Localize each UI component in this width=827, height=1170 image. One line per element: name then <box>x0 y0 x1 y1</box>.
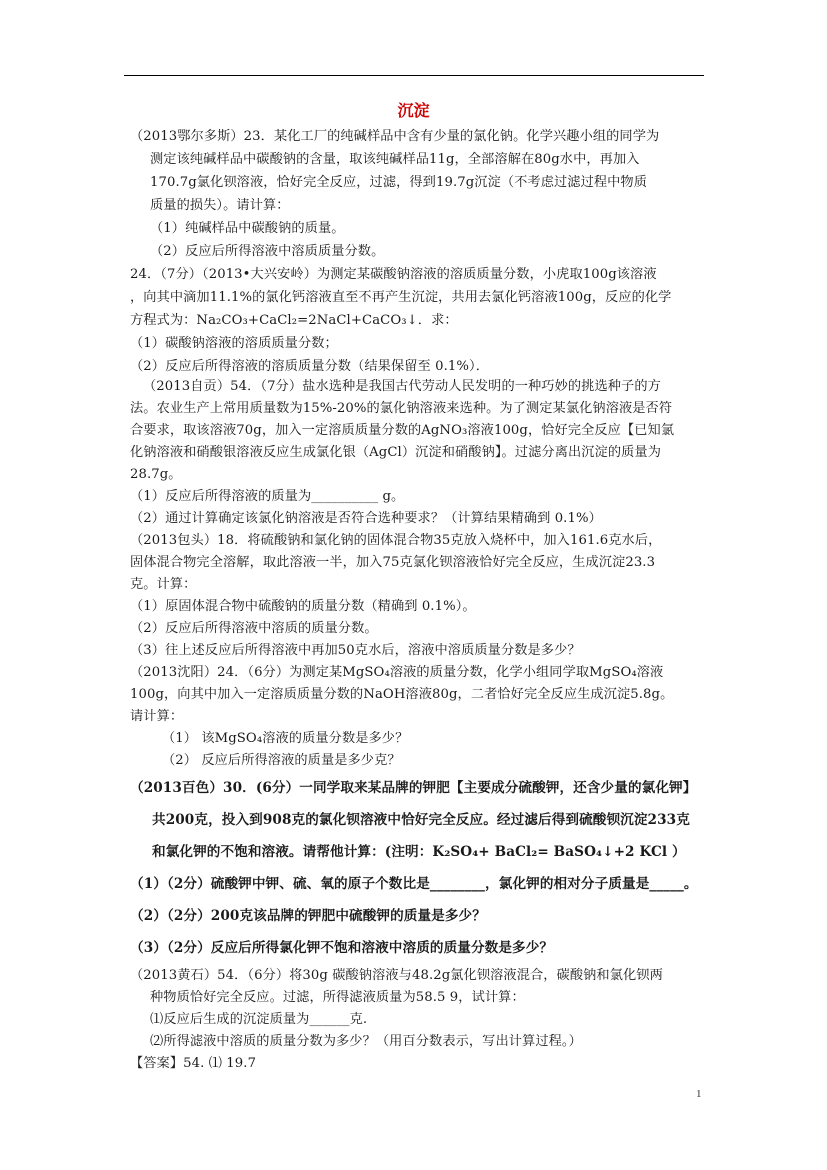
text-line: 化钠溶液和硝酸银溶液反应生成氯化银（AgCl）沉淀和硝酸钠】。过滤分离出沉淀的质量为 <box>130 445 661 460</box>
text-line: 100g，向其中加入一定溶质质量分数的NaOH溶液80g，二者恰好完全反应生成沉淀5.8g。 <box>130 687 674 702</box>
text-line: ⑴反应后生成的沉淀质量为______克. <box>150 1012 368 1027</box>
text-line: 方程式为：Na₂CO₃+CaCl₂=2NaCl+CaCO₃↓．求： <box>130 313 458 328</box>
text-line: （2013包头）18．将硫酸钠和氯化钠的固体混合物35克放入烧杯中，加入161.6克水后， <box>130 533 662 548</box>
text-line-bold: （1）（2分）硫酸钾中钾、硫、氧的原子个数比是________，氯化钾的相对分子质量是_____。 <box>130 876 698 892</box>
text-line: 固体混合物完全溶解，取此溶液一半，加入75克氯化钡溶液恰好完全反应，生成沉淀23.3 <box>130 555 656 570</box>
answer-line: 【答案】54. ⑴ 19.7 <box>130 1056 257 1071</box>
text-line: （1）原固体混合物中硫酸钠的质量分数（精确到 0.1%）。 <box>130 599 476 614</box>
text-line: ，向其中滴加11.1%的氯化钙溶液直至不再产生沉淀，共用去氯化钙溶液100g，反应的化学 <box>130 290 672 305</box>
text-line: 质量的损失）。请计算： <box>150 198 290 213</box>
text-line: 测定该纯碱样品中碳酸钠的含量，取该纯碱样品11g，全部溶解在80g水中，再加入 <box>150 152 640 167</box>
text-line: 28.7g。 <box>130 467 182 482</box>
text-line: （2）反应后所得溶液的溶质质量分数（结果保留至 0.1%）． <box>130 359 489 374</box>
text-line: （1） 该MgSO₄溶液的质量分数是多少？ <box>162 731 409 746</box>
text-line: 合要求，取该溶液70g，加入一定溶质质量分数的AgNO₃溶液100g，恰好完全反应【已知氯 <box>130 423 675 438</box>
text-line: （2013黄石）54．（6分）将30g 碳酸钠溶液与48.2g氯化钡溶液混合，碳酸钠和氯化钡两 <box>130 968 663 983</box>
text-line: （1）纯碱样品中碳酸钠的质量。 <box>150 221 345 236</box>
text-line: ⑵所得滤液中溶质的质量分数为多少？（用百分数表示，写出计算过程。） <box>150 1034 582 1049</box>
text-line: （2）反应后所得溶液中溶质质量分数。 <box>150 244 385 259</box>
text-line: 克。计算： <box>130 577 197 592</box>
text-line: （2013沈阳）24．（6分）为测定某MgSO₄溶液的质量分数，化学小组同学取MgSO₄溶液 <box>130 665 664 680</box>
text-line-bold: （2）（2分）200克该品牌的钾肥中硫酸钾的质量是多少？ <box>130 908 486 924</box>
text-line: 请计算： <box>130 709 184 724</box>
text-line: （3）往上述反应后所得溶液中再加50克水后，溶液中溶质质量分数是多少？ <box>130 643 581 658</box>
text-line: （1）反应后所得溶液的质量为__________ g。 <box>130 489 405 504</box>
page-number: 1 <box>696 1088 702 1100</box>
text-line: 170.7g氯化钡溶液，恰好完全反应，过滤，得到19.7g沉淀（不考虑过滤过程中物质 <box>150 175 648 190</box>
header-rule <box>124 75 704 76</box>
text-line: 法。农业生产上常用质量数为15%-20%的氯化钠溶液来选种。为了测定某氯化钠溶液是否符 <box>130 401 673 416</box>
text-line-bold: 和氯化钾的不饱和溶液。请帮他计算：(注明：K₂SO₄+ BaCl₂= BaSO₄↓+2 KCl ） <box>152 844 686 860</box>
text-line: （2013自贡）54．（7分）盐水选种是我国古代劳动人民发明的一种巧妙的挑选种子的方 <box>143 379 661 394</box>
text-line: （2）通过计算确定该氯化钠溶液是否符合选种要求？（计算结果精确到 0.1%） <box>130 511 602 526</box>
text-line-bold: 共200克，投入到908克的氯化钡溶液中恰好完全反应。经过滤后得到硫酸钡沉淀233克 <box>152 812 690 828</box>
page-title: 沉淀 <box>397 101 430 120</box>
text-line: 24．（7分）（2013•大兴安岭）为测定某碳酸钠溶液的溶质质量分数，小虎取100g该溶液 <box>130 267 657 282</box>
text-line: 种物质恰好完全反应。过滤，所得滤液质量为58.5 9，试计算： <box>150 990 525 1005</box>
text-line: （2）反应后所得溶液中溶质的质量分数。 <box>130 621 378 636</box>
text-line-bold: （2013百色）30．(6分）一同学取来某品牌的钾肥【主要成分硫酸钾，还含少量的氯化钾】 <box>130 780 697 796</box>
text-line-bold: （3）（2分）反应后所得氯化钾不饱和溶液中溶质的质量分数是多少？ <box>130 940 554 956</box>
text-line: （1）碳酸钠溶液的溶质质量分数； <box>130 336 338 351</box>
text-line: （2013鄂尔多斯）23．某化工厂的纯碱样品中含有少量的氯化钠。化学兴趣小组的同学为 <box>130 129 660 144</box>
text-line: （2） 反应后所得溶液的质量是多少克？ <box>162 753 401 768</box>
